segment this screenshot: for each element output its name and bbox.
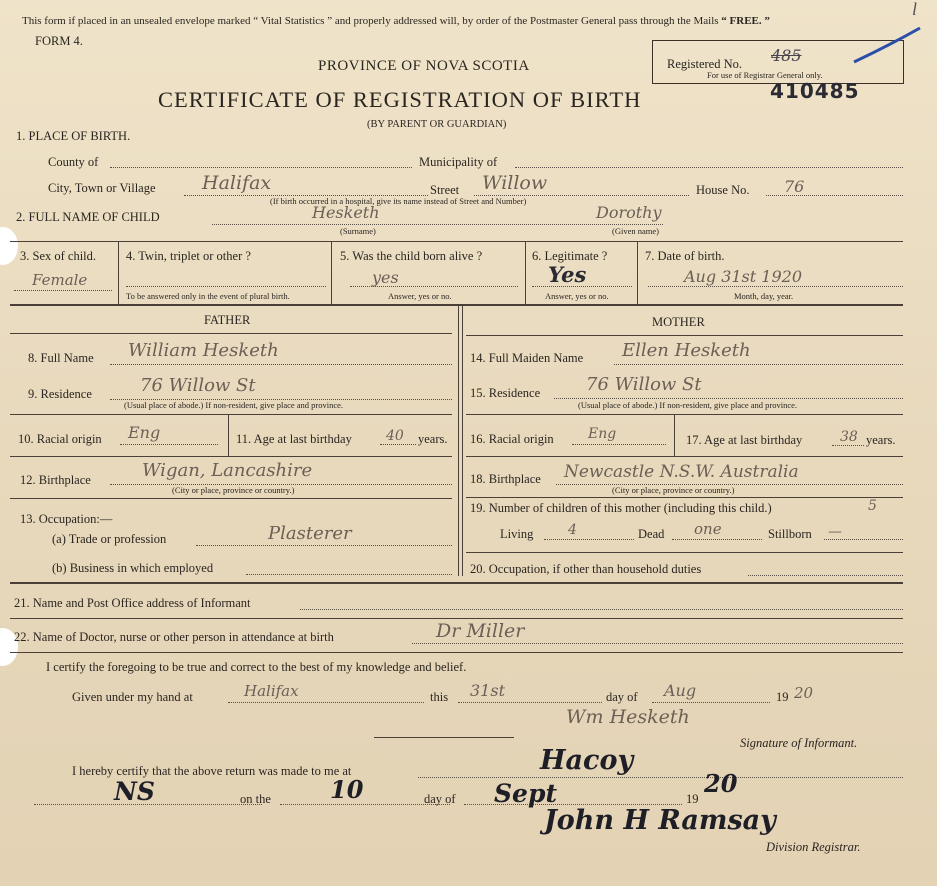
blue-check-mark [848,26,928,66]
father-racial-rule-top [10,414,452,415]
mother-name-value: Ellen Hesketh [622,340,751,361]
father-racial-label: 10. Racial origin [18,432,102,446]
stamped-number: 410485 [770,79,860,103]
twin-label: 4. Twin, triplet or other ? [126,249,251,263]
mother-occupation-line [748,575,903,576]
father-res-value: 76 Willow St [140,375,256,396]
child-row-top-rule [10,241,903,242]
mother-res-label: 15. Residence [470,386,541,400]
given-place-line [228,702,424,703]
hospital-note: (If birth occurred in a hospital, give its name instead of Street and Number) [270,196,527,206]
mother-racial-rule-top [466,414,903,415]
mother-age-unit: years. [866,433,896,447]
year-prefix: 19 [776,690,789,704]
father-birthplace-note: (City or place, province or country.) [172,485,295,495]
registered-value: 485 [771,46,802,65]
given-label: Given under my hand at [72,690,193,704]
doctor-rule [10,652,903,653]
mother-racial-label: 16. Racial origin [470,432,554,446]
sex-value: Female [32,271,88,289]
dead-line [672,539,762,540]
father-name-line [110,364,452,365]
trade-value: Plasterer [268,523,352,544]
parents-top-rule [10,304,903,306]
legit-note: Answer, yes or no. [545,291,609,301]
father-birthplace-rule [10,498,452,499]
return-place-line [418,777,903,778]
county-line [110,167,412,168]
row-divider-3 [525,241,526,304]
ns-value: NS [114,777,155,806]
given-caption: (Given name) [612,226,659,236]
mother-age-divider [674,414,675,456]
month2-value: Sept [494,779,557,808]
informant-label: 21. Name and Post Office address of Informant [14,596,251,610]
business-line [246,574,452,575]
father-age-value: 40 [386,428,404,444]
mother-racial-rule-bottom [466,456,903,457]
twin-line [126,286,326,287]
alive-label: 5. Was the child born alive ? [340,249,483,263]
month-value: Aug [664,681,697,700]
this-value: 31st [470,681,505,700]
this-line [458,702,602,703]
parents-center-divider [458,306,459,576]
dob-label: 7. Date of birth. [645,249,725,263]
surname-caption: (Surname) [340,226,376,236]
separator-line [374,737,514,738]
children-value: 5 [868,498,877,514]
return-label: I hereby certify that the above return was made to me at [72,764,352,778]
place-of-birth-heading: 1. PLACE OF BIRTH. [16,129,131,143]
mother-age-label: 17. Age at last birthday [686,433,803,447]
certificate-title: CERTIFICATE OF REGISTRATION OF BIRTH [158,87,642,112]
mother-birthplace-rule [466,497,903,498]
living-label: Living [500,527,534,541]
sex-line [14,290,112,291]
mail-notice-free: “ FREE. ” [721,15,770,27]
certify-statement: I certify the foregoing to be true and correct to the best of my knowledge and belief. [46,660,467,674]
legit-label: 6. Legitimate ? [532,249,608,263]
this-label: this [430,690,449,704]
father-age-label: 11. Age at last birthday [236,432,352,446]
mother-res-line [554,398,903,399]
mail-notice-text: This form if placed in an unsealed envelope marked “ Vital Statistics ” and properly addressed will, by order of the Postmaster General pass through the Mails [22,15,719,27]
father-birthplace-value: Wigan, Lancashire [142,460,313,481]
given-place-value: Halifax [244,682,299,700]
informant-line [300,609,903,610]
registrar-note: For use of Registrar General only. [707,70,823,80]
stillborn-value: — [828,524,842,540]
row-divider-1 [118,241,119,304]
mother-racial-line [572,444,666,445]
father-birthplace-label: 12. Birthplace [20,473,91,487]
father-racial-rule-bottom [10,456,452,457]
children-label: 19. Number of children of this mother (including this child.) [470,501,772,515]
corner-mark: l [912,0,918,19]
father-age-unit: years. [418,432,448,446]
day-of-2-label: day of [424,792,456,806]
child-name-label: 2. FULL NAME OF CHILD [16,210,160,224]
registrar-signature: John H Ramsay [544,805,776,836]
house-label: House No. [696,183,750,197]
mother-occupation-label: 20. Occupation, if other than household duties [470,562,702,576]
form-number: FORM 4. [35,34,83,48]
father-racial-value: Eng [128,423,161,442]
father-name-label: 8. Full Name [28,351,94,365]
mother-age-value: 38 [840,429,858,445]
business-label: (b) Business in which employed [52,561,214,575]
alive-note: Answer, yes or no. [388,291,452,301]
child-name-line [212,224,663,225]
father-res-note: (Usual place of abode.) If non-resident, give place and province. [124,400,344,410]
registered-label: Registered No. [667,57,742,71]
mother-name-line [614,364,903,365]
municipality-line [515,167,903,168]
father-res-label: 9. Residence [28,387,92,401]
punch-hole-top [0,227,18,265]
informant-rule [10,618,903,619]
certificate-subtitle: (BY PARENT OR GUARDIAN) [367,119,507,130]
row-divider-2 [331,241,332,304]
mother-racial-value: Eng [588,426,617,442]
municipality-label: Municipality of [419,155,498,169]
legit-value: Yes [548,262,587,287]
return-place-value: Hacoy [540,745,634,776]
child-surname: Hesketh [312,203,380,222]
mother-birthplace-label: 18. Birthplace [470,472,541,486]
dead-label: Dead [638,527,665,541]
mother-children-rule [466,552,903,553]
mother-res-note: (Usual place of abode.) If non-resident, give place and province. [578,400,798,410]
father-racial-line [120,444,218,445]
mother-birthplace-value: Newcastle N.S.W. Australia [564,462,799,482]
on-the-label: on the [240,792,271,806]
doctor-line [412,643,903,644]
living-line [544,539,634,540]
street-label: Street [430,183,460,197]
sex-label: 3. Sex of child. [20,249,97,263]
city-value: Halifax [202,172,272,194]
father-age-divider [228,414,229,456]
trade-line [196,545,452,546]
alive-value: yes [372,268,399,287]
day-of-label: day of [606,690,638,704]
father-name-value: William Hesketh [128,340,279,361]
living-value: 4 [568,522,577,538]
row-divider-4 [637,241,638,304]
on-the-value: 10 [330,775,364,804]
informant-signature: Wm Hesketh [566,706,690,728]
father-heading: FATHER [204,313,251,327]
twin-note: To be answered only in the event of plural birth. [126,291,290,301]
dob-note: Month, day, year. [734,291,794,301]
province-title: PROVINCE OF NOVA SCOTIA [318,58,530,74]
mother-heading: MOTHER [652,315,705,329]
child-given-name: Dorothy [596,203,662,222]
dob-line [648,286,903,287]
mother-heading-rule [466,335,903,336]
dob-value: Aug 31st 1920 [684,267,802,286]
parents-bottom-rule [10,582,903,584]
mother-res-value: 76 Willow St [586,374,702,395]
county-label: County of [48,155,99,169]
mail-notice [22,14,770,28]
father-heading-rule [10,333,452,334]
doctor-value: Dr Miller [436,620,525,642]
year-suffix: 20 [794,684,814,702]
mother-birthplace-note: (City or place, province or country.) [612,485,735,495]
occupation-label: 13. Occupation:— [20,512,113,526]
trade-label: (a) Trade or profession [52,532,167,546]
year2-prefix: 19 [686,792,699,806]
street-value: Willow [482,172,548,194]
informant-sig-caption: Signature of Informant. [740,736,858,750]
registrar-caption: Division Registrar. [766,840,861,854]
stillborn-label: Stillborn [768,527,812,541]
house-value: 76 [784,177,805,196]
parents-center-divider-2 [462,306,463,576]
doctor-label: 22. Name of Doctor, nurse or other person in attendance at birth [14,630,334,644]
city-label: City, Town or Village [48,181,156,195]
mother-name-label: 14. Full Maiden Name [470,351,584,365]
dead-value: one [694,520,722,538]
month-line [652,702,770,703]
year2-suffix: 20 [704,769,738,798]
